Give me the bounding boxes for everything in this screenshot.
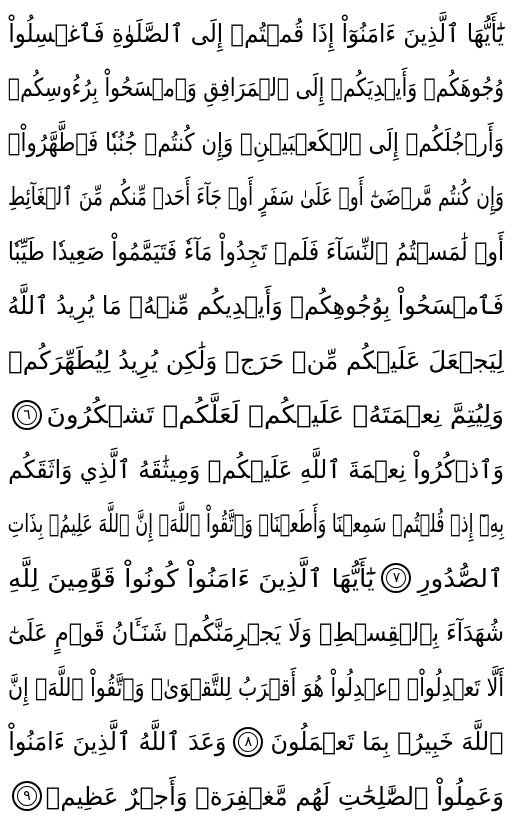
- verse-text-fragment: ٱلصُّدُورِ: [418, 563, 504, 593]
- verse-text: ٱللَّهَ خَبِيرُۢ بِمَا تَعۡمَلُونَ: [270, 727, 504, 757]
- verse-text: يَٰٓأَيُّهَا ٱلَّذِينَ ءَامَنُوٓاْ إِذَا قُمۡتُمۡ إِلَى ٱلصَّلَوٰةِ فَٱغۡسِلُواْ: [8, 18, 505, 48]
- verse-text: أَوۡ لَٰمَسۡتُمُ ٱلنِّسَآءَ فَلَمۡ تَجِدُواْ مَآءٗ فَتَيَمَّمُواْ صَعِيدٗا طَيِّبٗا: [7, 236, 505, 266]
- verse-line-9: [8, 442, 504, 497]
- verse-text: وَٱذۡكُرُواْ نِعۡمَةَ ٱللَّهِ عَلَيۡكُمۡ وَمِيثَٰقَهُ ٱلَّذِي وَاثَقَكُم: [8, 454, 505, 484]
- ayah-number-marker: ٦: [12, 400, 42, 430]
- verse-text: وَلِيُتِمَّ نِعۡمَتَهُۥ عَلَيۡكُمۡ لَعَلَّكُمۡ تَشۡكُرُونَ: [46, 400, 505, 430]
- verse-text: يَٰٓأَيُّهَا ٱلَّذِينَ ءَامَنُواْ كُونُواْ قَوَّٰمِينَ لِلَّهِ: [7, 563, 375, 593]
- ayah-number-marker: ٨: [233, 727, 263, 757]
- verse-line-5: [8, 224, 504, 279]
- verse-text: وَإِن كُنتُم مَّرۡضَىٰٓ أَوۡ عَلَىٰ سَفَرٍ أَوۡ جَآءَ أَحَدٞ مِّنكُم مِّنَ ٱلۡغَآئِطِ: [8, 182, 505, 212]
- verse-line-11: [8, 551, 504, 606]
- verse-line-4: [8, 170, 504, 225]
- verse-line-13: [8, 660, 504, 715]
- verse-line-7: [8, 333, 504, 388]
- verse-text: وَعَمِلُواْ ٱلصَّٰلِحَٰتِ لَهُم مَّغۡفِرَةٞ وَأَجۡرٌ عَظِيمٞ: [45, 781, 504, 811]
- verse-text: وَأَرۡجُلَكُمۡ إِلَى ٱلۡكَعۡبَيۡنِۚ وَإِن كُنتُمۡ جُنُبٗا فَٱطَّهَّرُواْۚ: [7, 127, 504, 157]
- ayah-number-marker: ٧: [381, 563, 411, 593]
- ayah-number-marker: ٩: [12, 781, 42, 811]
- verse-line-12: [8, 606, 504, 661]
- verse-text: فَٱمۡسَحُواْ بِوُجُوهِكُمۡ وَأَيۡدِيكُم مِّنۡهُۚ مَا يُرِيدُ ٱللَّهُ: [7, 291, 505, 321]
- verse-text: أَلَّا تَعۡدِلُواْۚ ٱعۡدِلُواْ هُوَ أَقۡرَبُ لِلتَّقۡوَىٰۖ وَٱتَّقُواْ ٱللَّهَۚ إِنَّ: [8, 672, 505, 702]
- verse-line-8: [8, 388, 504, 443]
- verse-text: بِهِۦٓ إِذۡ قُلۡتُمۡ سَمِعۡنَا وَأَطَعۡنَاۖ وَٱتَّقُواْ ٱللَّهَۚ إِنَّ ٱللَّهَ عَلِيمُۢ بِذَاتِ: [7, 509, 504, 539]
- verse-line-15: [8, 769, 504, 824]
- verse-text: لِيَجۡعَلَ عَلَيۡكُم مِّنۡ حَرَجٖ وَلَٰكِن يُرِيدُ لِيُطَهِّرَكُمۡ: [8, 345, 504, 375]
- verse-text: وُجُوهَكُمۡ وَأَيۡدِيَكُمۡ إِلَى ٱلۡمَرَافِقِ وَٱمۡسَحُواْ بِرُءُوسِكُمۡ: [7, 73, 504, 103]
- verse-line-1: [8, 6, 504, 61]
- verse-text: وَعَدَ ٱللَّهُ ٱلَّذِينَ ءَامَنُواْ: [8, 727, 227, 757]
- verse-line-6: [8, 279, 504, 334]
- verse-line-10: [8, 497, 504, 552]
- verse-line-2: [8, 61, 504, 116]
- verse-text: شُهَدَآءَ بِٱلۡقِسۡطِۖ وَلَا يَجۡرِمَنَّكُمۡ شَنَـَٔانُ قَوۡمٍ عَلَىٰٓ: [7, 618, 504, 648]
- verse-line-3: [8, 115, 504, 170]
- verse-line-14: [8, 715, 504, 770]
